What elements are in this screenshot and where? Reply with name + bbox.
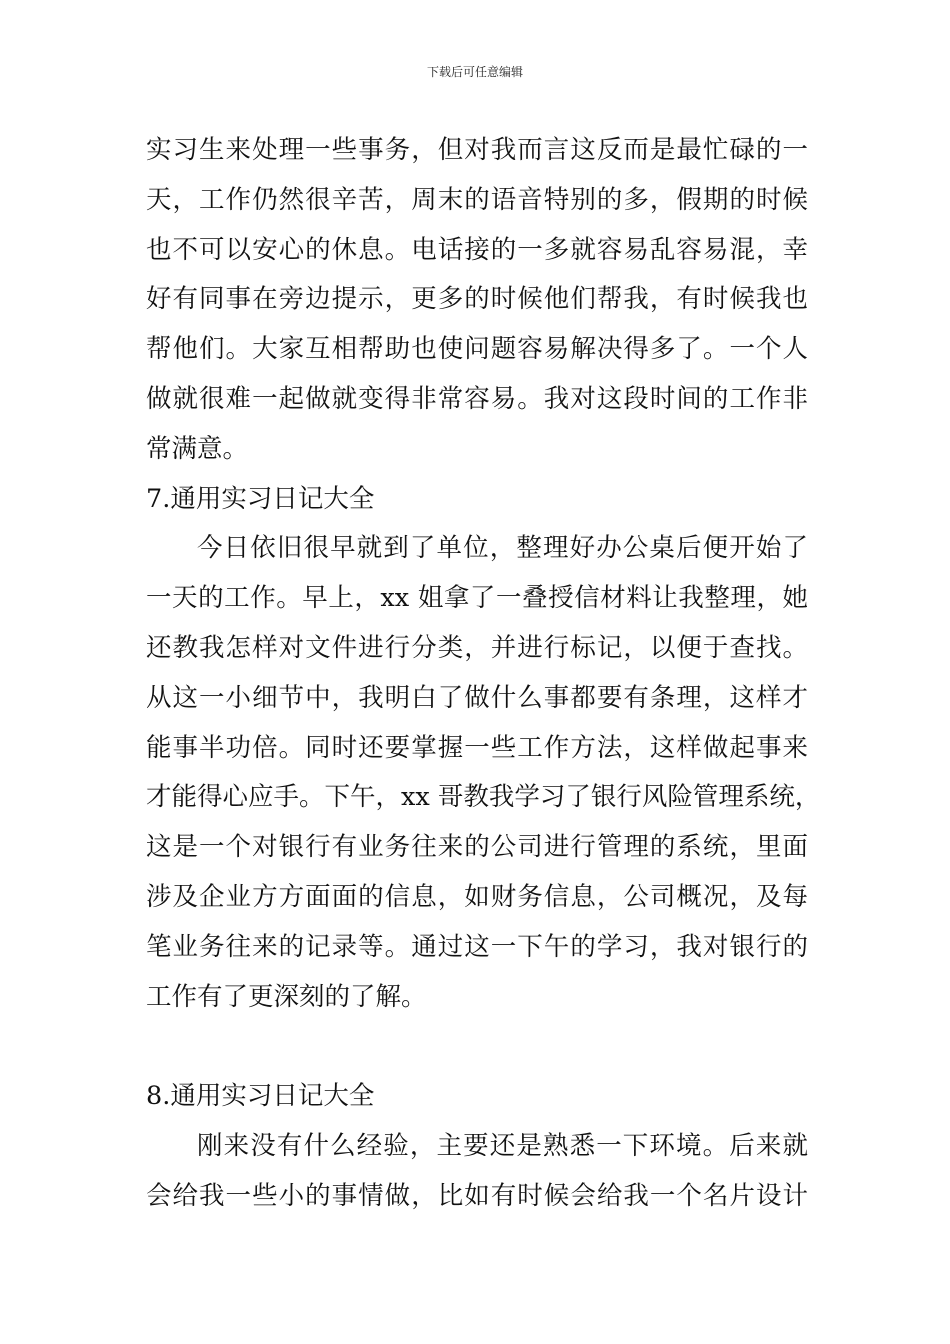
text-line: 才能得心应手。下午，xx 哥教我学习了银行风险管理系统， xyxy=(146,782,821,813)
blank-line xyxy=(146,1022,808,1072)
paragraph-continuation xyxy=(146,126,808,475)
text-line: 这是一个对银行有业务往来的公司进行管理的系统，里面 xyxy=(146,832,808,863)
text-line: 能事半功倍。同时还要掌握一些工作方法，这样做起事来 xyxy=(146,732,808,763)
page-header: 下载后可任意编辑 xyxy=(426,65,523,79)
text-line: 天，工作仍然很辛苦，周末的语音特别的多，假期的时候 xyxy=(146,184,808,215)
text-line: 还教我怎样对文件进行分类，并进行标记，以便于查找。 xyxy=(146,632,808,663)
text-line: 实习生来处理一些事务，但对我而言这反而是最忙碌的一 xyxy=(146,135,808,165)
text-line: 好有同事在旁边提示，更多的时候他们帮我，有时候我也 xyxy=(146,284,808,315)
text-line: 从这一小细节中，我明白了做什么事都要有条理，这样才 xyxy=(146,682,808,713)
paragraph-section-7 xyxy=(146,524,821,1022)
text-line: 刚来没有什么经验，主要还是熟悉一下环境。后来就 xyxy=(197,1130,808,1161)
section-heading-8: 8.通用实习日记大全 xyxy=(146,1081,375,1112)
text-line: 帮他们。大家互相帮助也使问题容易解决得多了。一个人 xyxy=(146,334,808,365)
text-line: 工作有了更深刻的了解。 xyxy=(146,981,427,1012)
text-line: 会给我一些小的事情做，比如有时候会给我一个名片设计 xyxy=(146,1180,808,1211)
text-line: 笔业务往来的记录等。通过这一下午的学习，我对银行的 xyxy=(146,931,808,962)
text-line: 今日依旧很早就到了单位，整理好办公桌后便开始了 xyxy=(197,533,808,564)
text-line: 一天的工作。早上，xx 姐拿了一叠授信材料让我整理，她 xyxy=(146,583,808,614)
paragraph-section-8 xyxy=(146,1122,808,1222)
text-line: 涉及企业方方面面的信息，如财务信息，公司概况，及每 xyxy=(146,881,808,912)
text-line: 常满意。 xyxy=(146,433,249,464)
document-body xyxy=(146,126,821,1222)
section-heading-7: 7.通用实习日记大全 xyxy=(146,483,375,514)
text-line: 做就很难一起做就变得非常容易。我对这段时间的工作非 xyxy=(146,383,808,414)
text-line: 也不可以安心的休息。电话接的一多就容易乱容易混，幸 xyxy=(146,234,808,265)
